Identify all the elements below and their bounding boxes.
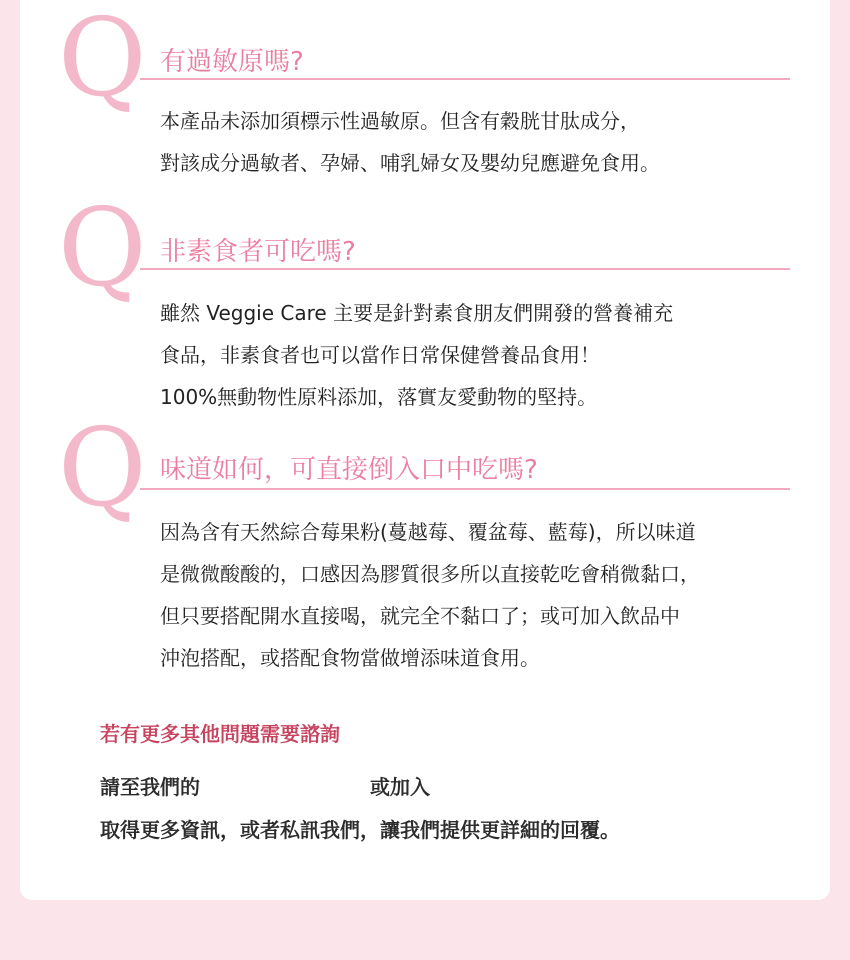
faq-card	[20, 0, 830, 900]
answer-line: 但只要搭配開水直接喝，就完全不黏口了；或可加入飲品中	[160, 604, 680, 628]
faq-divider	[140, 78, 790, 80]
answer-line: 是微微酸酸的，口感因為膠質很多所以直接乾吃會稍微黏口，	[160, 562, 700, 586]
answer-line: 沖泡搭配，或搭配食物當做增添味道食用。	[160, 646, 540, 670]
contact-prefix: 請至我們的	[100, 775, 200, 799]
answer-line: 雖然 Veggie Care 主要是針對素食朋友們開發的營養補充	[160, 301, 674, 325]
faq-divider	[140, 268, 790, 270]
website-link-area[interactable]	[200, 778, 370, 800]
answer-line: 100%無動物性原料添加，落實友愛動物的堅持。	[160, 385, 598, 409]
contact-line-2: 取得更多資訊，或者私訊我們，讓我們提供更詳細的回覆。	[100, 818, 620, 842]
contact-line	[100, 771, 630, 800]
q-letter-icon: Q	[58, 406, 147, 531]
line-link-area[interactable]	[430, 778, 630, 800]
answer-line: 食品，非素食者也可以當作日常保健營養品食用！	[160, 343, 600, 367]
faq-answer	[160, 100, 810, 184]
answer-line: 因為含有天然綜合莓果粉(蔓越莓、覆盆莓、藍莓)，所以味道	[160, 520, 696, 544]
faq-question: 非素食者可吃嗎?	[160, 237, 356, 267]
faq-divider	[140, 488, 790, 490]
faq-question: 味道如何，可直接倒入口中吃嗎?	[160, 455, 538, 485]
q-letter-icon: Q	[58, 0, 147, 121]
faq-answer	[160, 292, 810, 418]
q-letter-icon: Q	[58, 186, 147, 311]
contact-heading: 若有更多其他問題需要諮詢	[100, 722, 340, 746]
contact-middle: 或加入	[370, 775, 430, 799]
answer-line: 本產品未添加須標示性過敏原。但含有穀胱甘肽成分，	[160, 109, 640, 133]
answer-line: 對該成分過敏者、孕婦、哺乳婦女及嬰幼兒應避免食用。	[160, 151, 660, 175]
faq-answer	[160, 511, 810, 679]
faq-question: 有過敏原嗎?	[160, 47, 304, 77]
